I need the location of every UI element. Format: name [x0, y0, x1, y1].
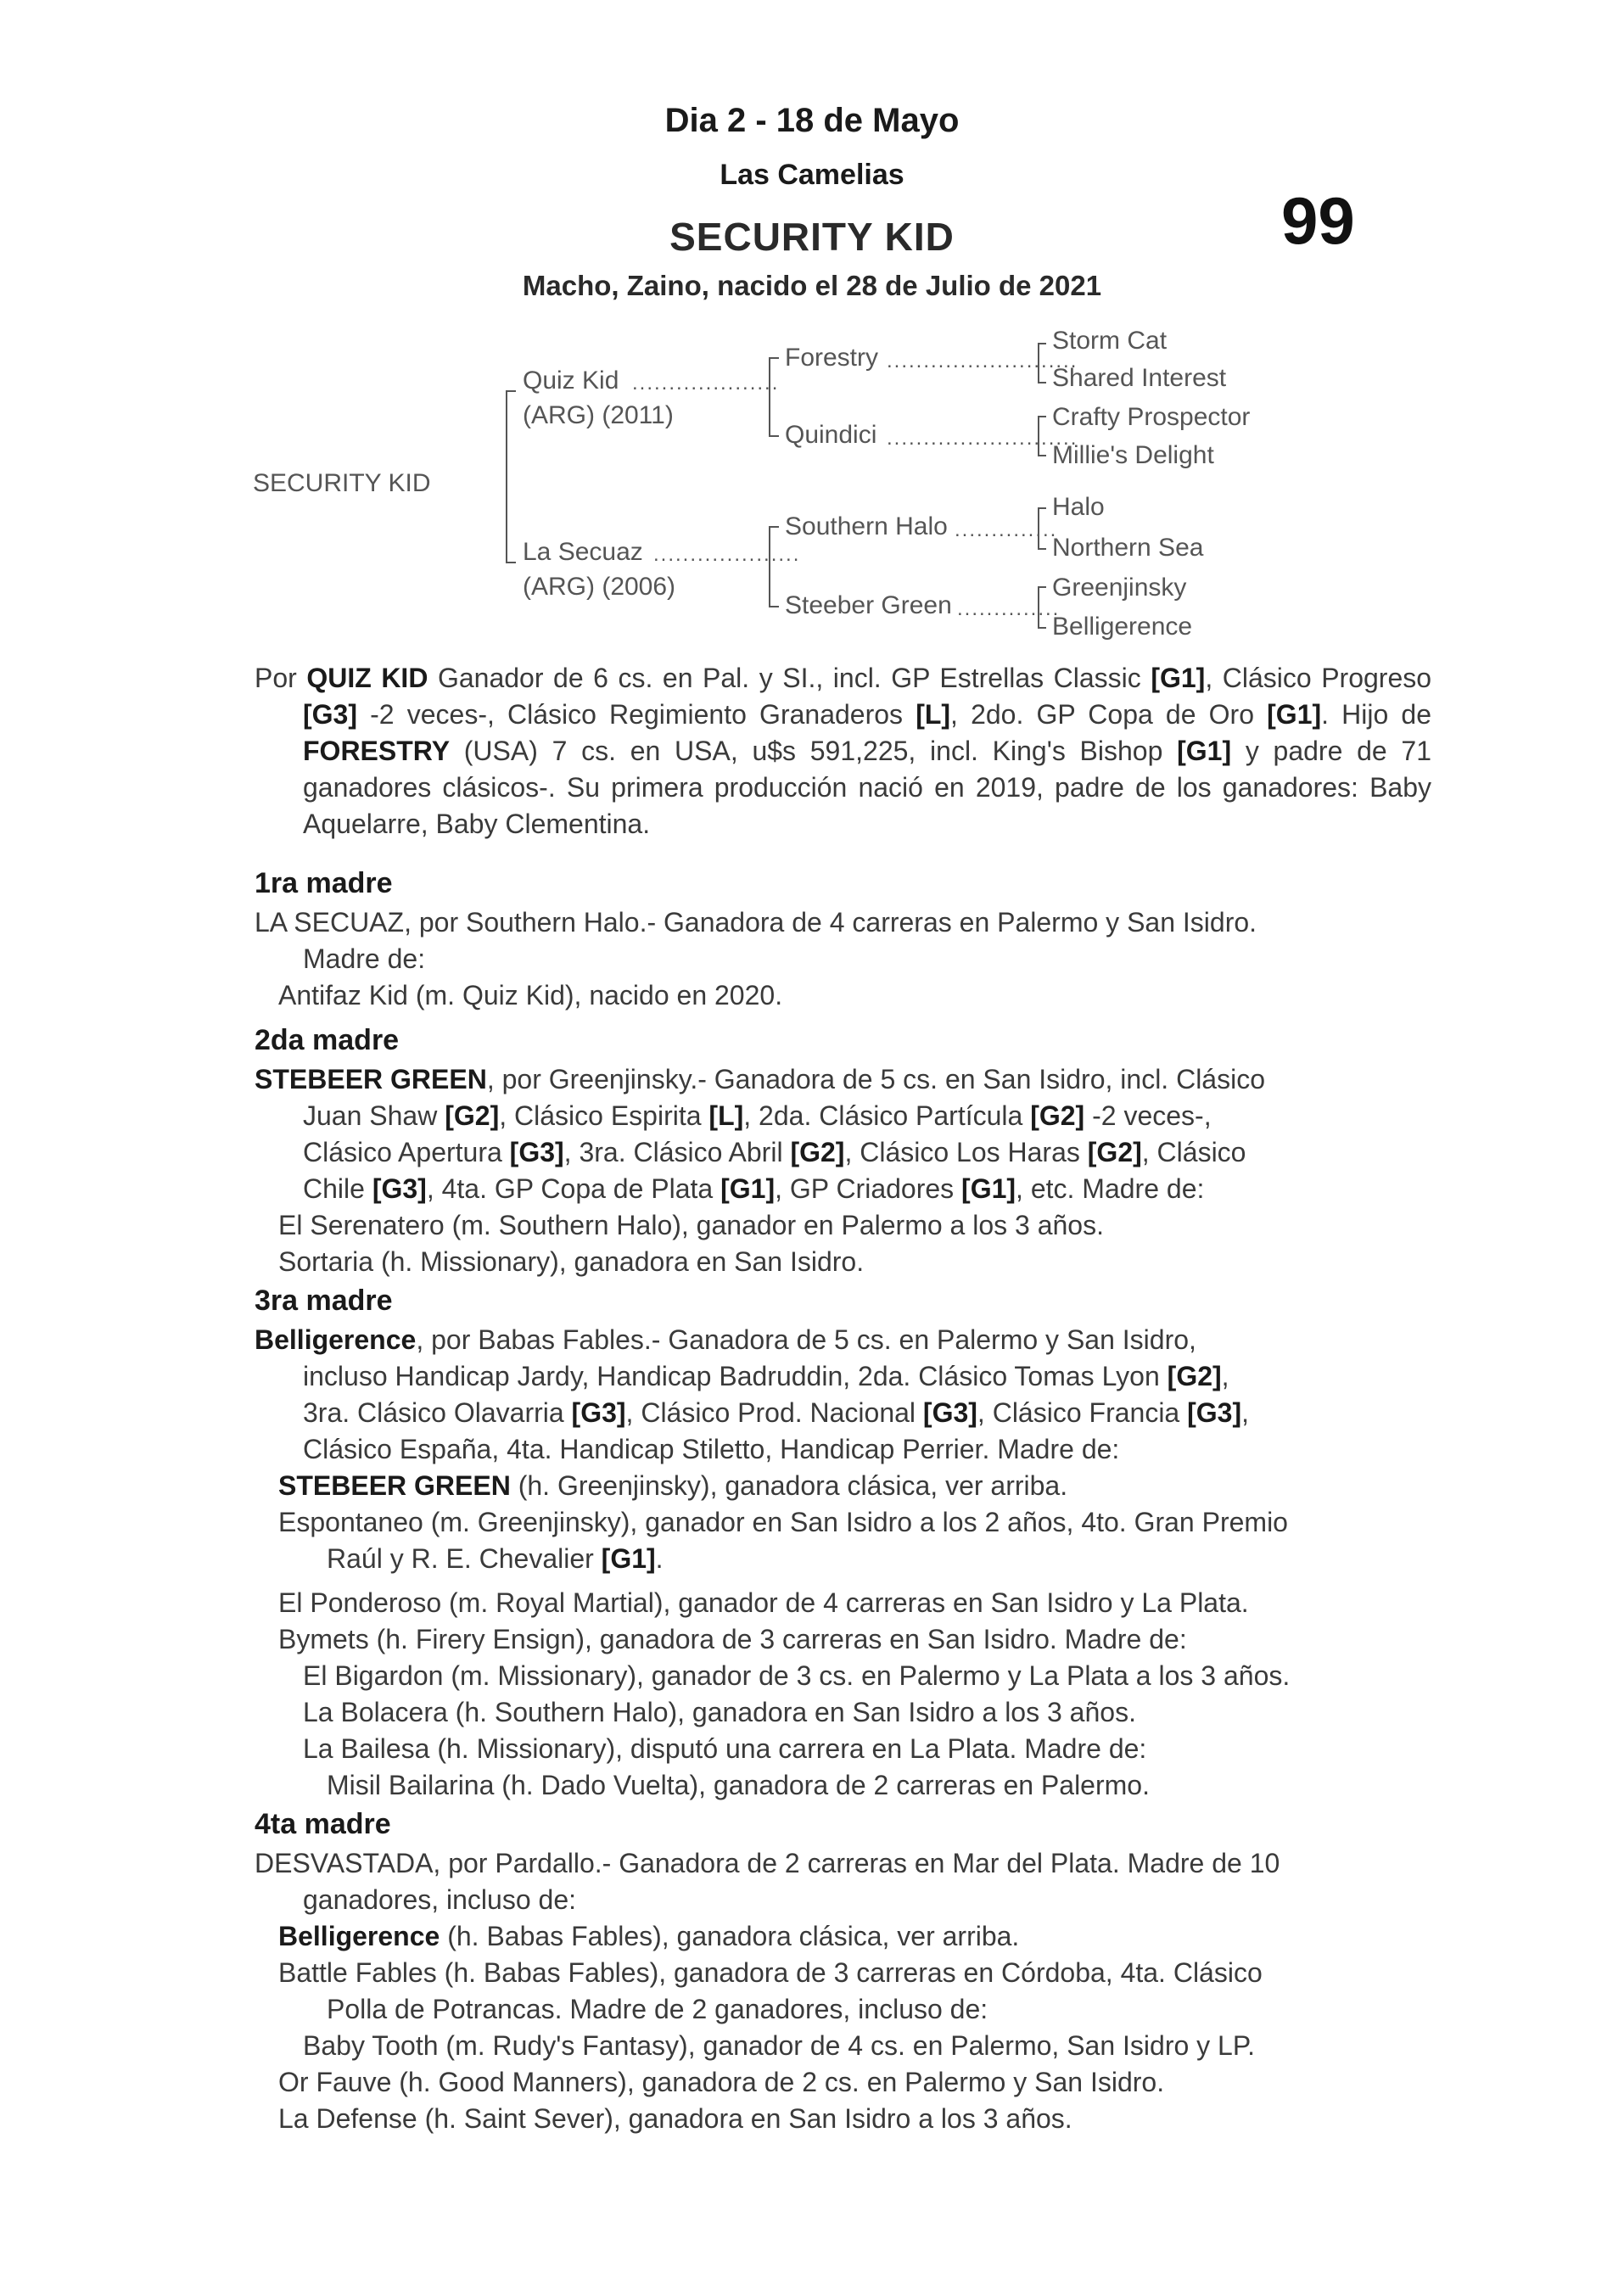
bracket-g3 [1038, 343, 1046, 383]
sire-sire: Forestry [785, 344, 879, 372]
pedigree-g3-1: Storm Cat [1052, 327, 1168, 355]
leader-dots: .......................... [887, 427, 1078, 450]
dam-sire: Southern Halo [785, 512, 948, 540]
forestry-name: FORESTRY [303, 736, 451, 766]
bracket-g3 [1038, 416, 1046, 456]
lot-number: 99 [1281, 183, 1355, 258]
sire-origin: (ARG) (2011) [523, 401, 674, 429]
produce-line-nested: La Bailesa (h. Missionary), disputó una carrera en La Plata. Madre de: [303, 1733, 1147, 1764]
second-dam-line-3: Clásico Apertura [G3], 3ra. Clásico Abril [G2], Clásico Los Haras [G2], Clásico [303, 1137, 1246, 1167]
bracket-generation-1 [506, 390, 516, 563]
second-dam-line-2: Juan Shaw [G2], Clásico Espirita [L], 2da. Clásico Partícula [G2] -2 veces-, [303, 1100, 1212, 1131]
leader-dots: .............. [955, 518, 1058, 541]
bracket-g3 [1038, 507, 1046, 550]
produce-line: La Defense (h. Saint Sever), ganadora en San Isidro a los 3 años. [278, 2103, 1072, 2134]
pedigree-g3-8: Belligerence [1052, 613, 1193, 641]
dam-name: La Secuaz [523, 538, 643, 566]
section-title-fourth-dam: 4ta madre [255, 1808, 391, 1840]
section-title-first-dam: 1ra madre [255, 867, 393, 899]
stud-name: Las Camelias [720, 159, 904, 191]
sire-name: Quiz Kid [523, 367, 619, 395]
third-dam-line-2: incluso Handicap Jardy, Handicap Badruddin, 2da. Clásico Tomas Lyon [G2], [303, 1361, 1229, 1391]
produce-line-nested: Baby Tooth (m. Rudy's Fantasy), ganador de 4 cs. en Palermo, San Isidro y LP. [303, 2030, 1255, 2061]
leader-dots: .......................... [887, 350, 1078, 372]
produce-line-nested: El Bigardon (m. Missionary), ganador de 3 cs. en Palermo y La Plata a los 3 años. [303, 1660, 1291, 1691]
third-dam-line-3: 3ra. Clásico Olavarria [G3], Clásico Prod. Nacional [G3], Clásico Francia [G3], [303, 1397, 1249, 1428]
pedigree-g3-2: Shared Interest [1052, 364, 1227, 392]
leader-dots: .................... [632, 372, 780, 395]
fourth-dam-line-1: DESVASTADA, por Pardallo.- Ganadora de 2 carreras en Mar del Plata. Madre de 10 [255, 1848, 1280, 1878]
sire-name-bold: QUIZ KID [306, 663, 428, 693]
bracket-g3 [1038, 586, 1046, 629]
third-dam-line-4: Clásico España, 4ta. Handicap Stiletto, Handicap Perrier. Madre de: [303, 1434, 1120, 1464]
sire-dam: Quindici [785, 421, 877, 449]
produce-line: El Serenatero (m. Southern Halo), ganador en Palermo a los 3 años. [278, 1210, 1104, 1240]
third-dam-line-1: Belligerence, por Babas Fables.- Ganadora de 5 cs. en Palermo y San Isidro, [255, 1324, 1196, 1355]
pedigree-g3-3: Crafty Prospector [1052, 403, 1251, 431]
produce-line: Sortaria (h. Missionary), ganadora en San Isidro. [278, 1246, 865, 1277]
section-title-third-dam: 3ra madre [255, 1285, 393, 1317]
leader-dots: .................... [653, 543, 801, 566]
pedigree-g3-6: Northern Sea [1052, 534, 1204, 562]
produce-line: Bymets (h. Firery Ensign), ganadora de 3 carreras en San Isidro. Madre de: [278, 1624, 1187, 1654]
produce-line-nested: La Bolacera (h. Southern Halo), ganadora en San Isidro a los 3 años. [303, 1697, 1136, 1727]
bracket-dam-parents [769, 526, 779, 607]
fourth-dam-line-2: ganadores, incluso de: [303, 1884, 576, 1915]
first-dam-text-2: Madre de: [303, 943, 426, 974]
sire-paragraph: Por QUIZ KID Ganador de 6 cs. en Pal. y SI., incl. GP Estrellas Classic [G1], Clásico Progreso [G3] -2 veces-, Clásico Regimiento Granaderos [L], 2do. GP Copa de Oro [G1]. Hijo de FORESTRY (USA) 7 cs. en USA, u$s 591,225, incl. King's Bishop [G1] y padre de 71 ganadores clásicos-. Su primera producción nació en 2019, padre de los ganadores: Baby Aquelarre, Baby Clementina. [255, 663, 1432, 839]
section-title-second-dam: 2da madre [255, 1024, 400, 1056]
horse-description: Macho, Zaino, nacido el 28 de Julio de 2021 [522, 270, 1102, 301]
produce-line-cont: Polla de Potrancas. Madre de 2 ganadores, incluso de: [327, 1994, 988, 2024]
produce-line: STEBEER GREEN (h. Greenjinsky), ganadora clásica, ver arriba. [278, 1470, 1068, 1501]
first-dam-text: LA SECUAZ, por Southern Halo.- Ganadora de 4 carreras en Palermo y San Isidro. [255, 907, 1257, 938]
horse-name: SECURITY KID [669, 215, 955, 259]
produce-line-nested-2: Misil Bailarina (h. Dado Vuelta), ganadora de 2 carreras en Palermo. [327, 1770, 1150, 1800]
produce-line: Espontaneo (m. Greenjinsky), ganador en San Isidro a los 2 años, 4to. Gran Premio [278, 1507, 1288, 1537]
produce-line: Belligerence (h. Babas Fables), ganadora clásica, ver arriba. [278, 1921, 1020, 1951]
produce-line: Battle Fables (h. Babas Fables), ganadora de 3 carreras en Córdoba, 4ta. Clásico [278, 1957, 1263, 1988]
second-dam-line-1: STEBEER GREEN, por Greenjinsky.- Ganadora de 5 cs. en San Isidro, incl. Clásico [255, 1064, 1265, 1094]
pedigree-g3-5: Halo [1052, 493, 1105, 521]
day-heading: Dia 2 - 18 de Mayo [664, 102, 960, 139]
leader-dots: .............. [957, 597, 1061, 620]
produce-line: Or Fauve (h. Good Manners), ganadora de 2 cs. en Palermo y San Isidro. [278, 2067, 1165, 2097]
bracket-sire-parents [769, 357, 779, 437]
produce-line: Antifaz Kid (m. Quiz Kid), nacido en 2020. [278, 980, 783, 1010]
pedigree-subject: SECURITY KID [253, 469, 431, 497]
produce-line: El Ponderoso (m. Royal Martial), ganador de 4 carreras en San Isidro y La Plata. [278, 1587, 1249, 1618]
dam-origin: (ARG) (2006) [523, 573, 676, 601]
pedigree-g3-7: Greenjinsky [1052, 574, 1187, 602]
produce-line-cont: Raúl y R. E. Chevalier [G1]. [327, 1543, 664, 1574]
second-dam-line-4: Chile [G3], 4ta. GP Copa de Plata [G1], GP Criadores [G1], etc. Madre de: [303, 1173, 1205, 1204]
pedigree-g3-4: Millie's Delight [1052, 441, 1214, 469]
dam-dam: Steeber Green [785, 591, 952, 619]
